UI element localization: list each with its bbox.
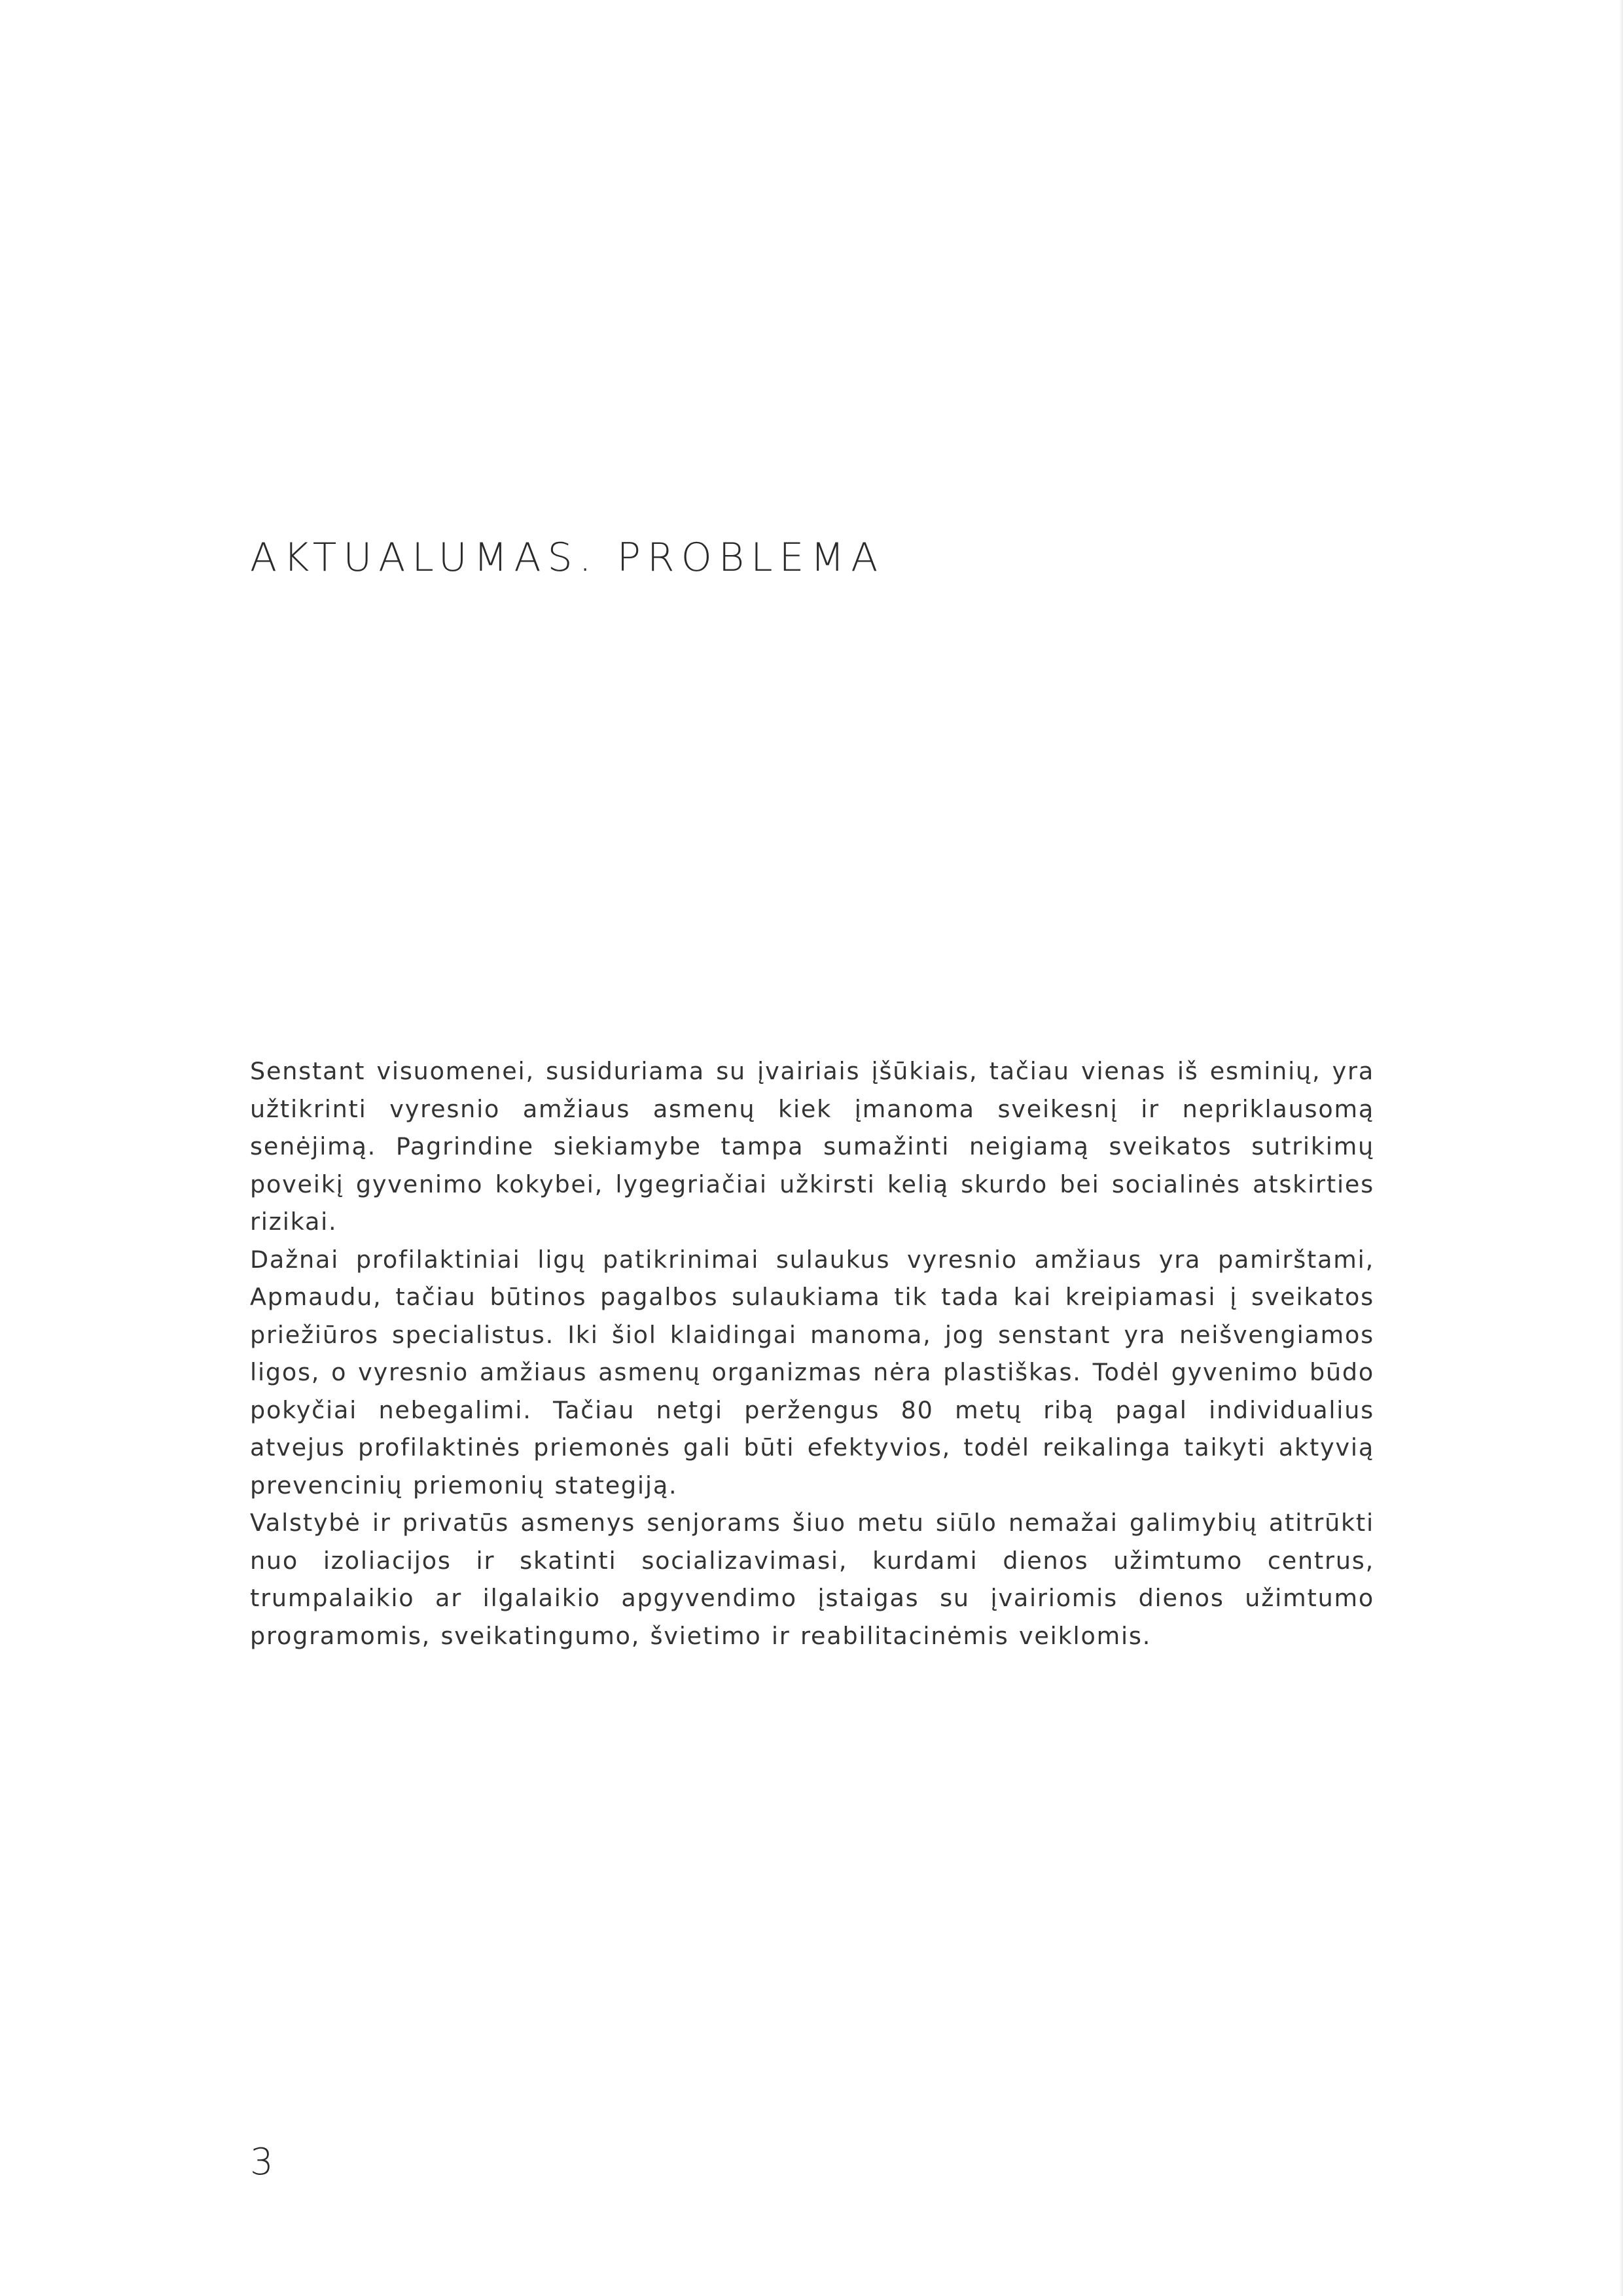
paragraph-2: Dažnai profilaktiniai ligų patikrinimai sulaukus vyresnio amžiaus yra pamirštami, Apmaudu, tačiau būtinos pagalbos sulaukiama tik tada kai kreipiamasi į sveikatos priežiūros specialistus. Iki šiol klaidingai manoma, jog senstant yra neišvengiamos ligos, o vyresnio amžiaus asmenų organizmas nėra plastiškas. Todėl gyvenimo būdo pokyčiai nebegalimi. Tačiau netgi peržengus 80 metų ribą pagal individualius atvejus profilaktinės priemonės gali būti efektyvios, todėl reikalinga taikyti aktyvią prevencinių priemonių stategiją. [250, 1245, 1374, 1499]
page-number: 3 [250, 2141, 274, 2183]
paragraph-3: Valstybė ir privatūs asmenys senjorams šiuo metu siūlo nemažai galimybių atitrūkti nuo izoliacijos ir skatinti socializavimasi, kurdami dienos užimtumo centrus, trumpalaikio ar ilgalaikio apgyvendimo įstaigas su įvairiomis dienos užimtumo programomis, sveikatingumo, švietimo ir reabilitacinėmis veiklomis. [250, 1509, 1374, 1650]
paragraph-1: Senstant visuomenei, susiduriama su įvairiais įšūkiais, tačiau vienas iš esminių, yra užtikrinti vyresnio amžiaus asmenų kiek įmanoma sveikesnį ir nepriklausomą senėjimą. Pagrindine siekiamybe tampa sumažinti neigiamą sveikatos sutrikimų poveikį gyvenimo kokybei, lygegriačiai užkirsti kelią skurdo bei socialinės atskirties rizikai. [250, 1057, 1374, 1236]
body-text [250, 1052, 1374, 1655]
page-edge-shadow [1619, 0, 1623, 2296]
section-title: AKTUALUMAS. PROBLEMA [250, 535, 885, 581]
